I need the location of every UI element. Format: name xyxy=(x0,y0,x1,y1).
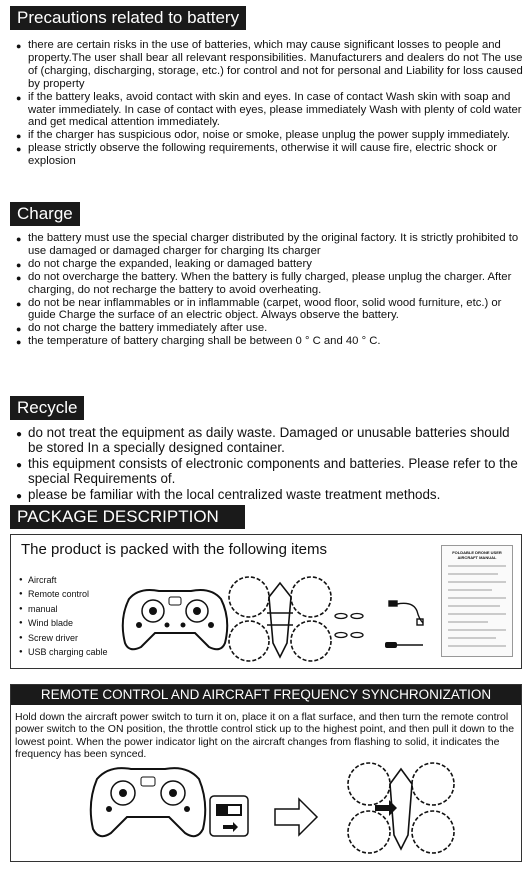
list-item: ● USB charging cable xyxy=(19,645,108,659)
package-box xyxy=(10,534,522,669)
precautions-list xyxy=(16,39,523,168)
list-item: ● do not charge the expanded, leaking or damaged battery xyxy=(16,258,523,271)
manual-image xyxy=(441,545,513,657)
list-item: ● Aircraft xyxy=(19,573,108,587)
list-item: ● please strictly observe the following requirements, otherwise it will cause fire, electric shock or explosion xyxy=(16,142,523,168)
sync-heading: REMOTE CONTROL AND AIRCRAFT FREQUENCY SYNCHRONIZATION xyxy=(11,685,521,705)
list-item: ● Screw driver xyxy=(19,631,108,645)
precautions-heading: Precautions related to battery xyxy=(10,6,246,30)
manual-title: FOLDABLE DRONE USER AIRCRAFT MANUAL xyxy=(452,550,502,560)
package-heading: PACKAGE DESCRIPTION xyxy=(10,505,245,529)
next-step-arrow-icon xyxy=(273,797,319,837)
remote-control-image xyxy=(121,585,229,653)
list-item: ● Remote control xyxy=(19,587,108,601)
list-item: ● Wind blade xyxy=(19,616,108,630)
charge-list xyxy=(16,232,523,348)
list-item: ● do not overcharge the battery. When the battery is fully charged, please unplug the charger. After charging, do not recharge the battery to avoid overheating. xyxy=(16,271,523,297)
charge-heading: Charge xyxy=(10,202,80,226)
recycle-list xyxy=(16,425,523,502)
list-item: ● manual xyxy=(19,602,108,616)
package-items-list xyxy=(19,573,108,659)
list-item: ● please be familiar with the local centralized waste treatment methods. xyxy=(16,487,523,502)
power-switch-image xyxy=(209,795,249,837)
screwdriver-image xyxy=(385,639,425,651)
list-item: ● do not charge the battery immediately after use. xyxy=(16,322,523,335)
sync-box xyxy=(10,684,522,862)
list-item: ● there are certain risks in the use of batteries, which may cause significant losses to people and property.The user shall bear all relevant responsibilities. Manufacturers and dealers do not The use of (charging, discharging, storage, etc.) for control and not for personal and Liability for loss caused by property xyxy=(16,39,523,91)
list-item: ● do not be near inflammables or in inflammable (carpet, wood floor, solid wood furniture, etc.) or guide Charge the surface of an electric object. Always observe the battery. xyxy=(16,297,523,323)
recycle-heading: Recycle xyxy=(10,396,84,420)
sync-instructions: Hold down the aircraft power switch to turn it on, place it on a flat surface, and then turn the remote control power switch to the ON position, the throttle control stick up to the highest point, and then pull it down to the lowest point. When the power indicator light on the aircraft changes from flashing to solid, it indicates the frequency has been synced. xyxy=(15,711,515,761)
list-item: ● this equipment consists of electronic components and batteries. Please refer to the special Requirements of. xyxy=(16,456,523,487)
list-item: ● do not treat the equipment as daily waste. Damaged or unusable batteries should be stored In a specially designed container. xyxy=(16,425,523,456)
usb-cable-image xyxy=(387,599,427,627)
manual-content-lines xyxy=(448,562,506,650)
list-item: ● the battery must use the special charger distributed by the original factory. It is strictly prohibited to use damaged or damaged charger for charging Its charger xyxy=(16,232,523,258)
wind-blade-image xyxy=(333,611,365,641)
list-item: ● if the charger has suspicious odor, noise or smoke, please unplug the power supply immediately. xyxy=(16,129,523,142)
list-item: ● the temperature of battery charging shall be between 0 ° C and 40 ° C. xyxy=(16,335,523,348)
sync-remote-image xyxy=(89,763,207,843)
sync-aircraft-image xyxy=(341,759,461,857)
list-item: ● if the battery leaks, avoid contact with skin and eyes. In case of contact Wash skin with soap and water immediately. In case of contact with eyes, please immediately Wash with plenty of cold water and get medical attention immediately. xyxy=(16,91,523,130)
package-intro: The product is packed with the following items xyxy=(21,541,327,558)
aircraft-image xyxy=(223,573,338,665)
